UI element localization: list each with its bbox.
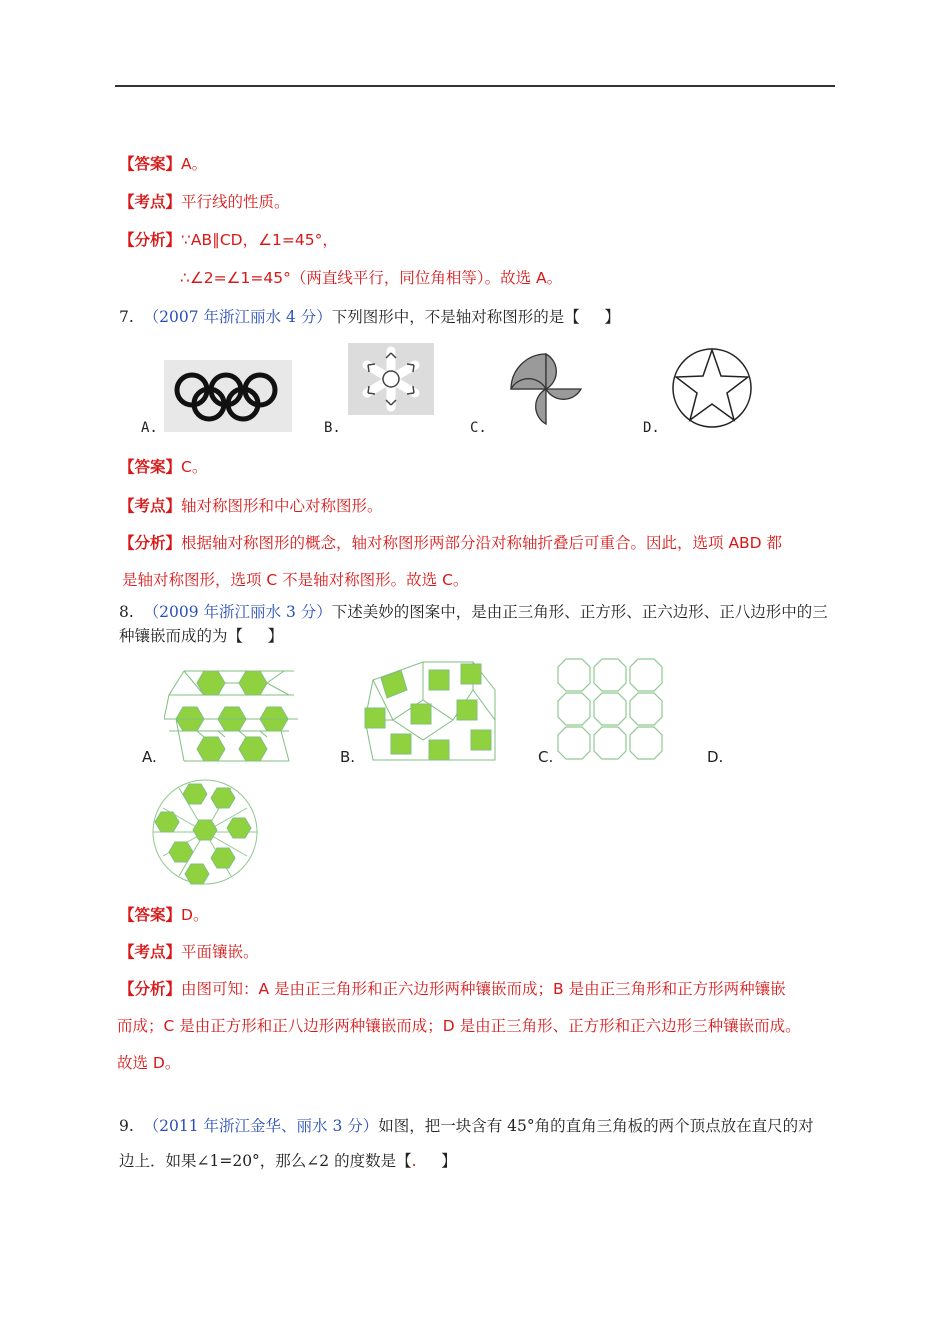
q8-figure-d-tiling bbox=[143, 778, 268, 886]
q6-analysis-line2: ∴∠2=∠1=45°（两直线平行，同位角相等）。故选 A。 bbox=[180, 269, 563, 287]
q7-figure-d-star-circle bbox=[670, 346, 754, 430]
q6-point: 【考点】平行线的性质。 bbox=[119, 193, 290, 211]
q7-figure-c-pinwheel bbox=[505, 348, 587, 430]
header-rule bbox=[115, 85, 835, 87]
q8-figure-c-tiling bbox=[556, 657, 664, 761]
q9-stem-line2: 边上．如果∠1=20°，那么∠2 的度数是【. 】 bbox=[119, 1152, 457, 1170]
q8-point: 【考点】平面镶嵌。 bbox=[119, 943, 259, 961]
q7-option-d: D. bbox=[643, 420, 660, 436]
q8-option-c: C. bbox=[538, 748, 554, 766]
q8-analysis: 【分析】由图可知：A 是由正三角形和正六边形两种镶嵌而成；B 是由正三角形和正方形两种镶嵌 bbox=[119, 980, 786, 998]
q7-option-b: B. bbox=[324, 420, 341, 436]
q7-figure-a-rings bbox=[164, 360, 292, 432]
q8-figure-a-tiling bbox=[164, 667, 299, 765]
q9-stem: 9. （2011 年浙江金华、丽水 3 分）如图，把一块含有 45°角的直角三角板的两个顶点放在直尺的对 bbox=[119, 1117, 814, 1135]
q7-stem: 7. （2007 年浙江丽水 4 分）下列图形中，不是轴对称图形的是【 】 bbox=[119, 308, 620, 326]
q6-analysis: 【分析】∵AB∥CD，∠1=45°， bbox=[119, 231, 338, 249]
q8-answer: 【答案】D。 bbox=[119, 906, 209, 924]
q7-option-c: C. bbox=[470, 420, 487, 436]
q7-answer: 【答案】C。 bbox=[119, 458, 208, 476]
q8-stem: 8. （2009 年浙江丽水 3 分）下述美妙的图案中，是由正三角形、正方形、正六边形、正八边形中的三 bbox=[119, 603, 828, 621]
q7-figure-b-snowflake bbox=[348, 343, 434, 415]
q7-analysis-line2: 是轴对称图形，选项 C 不是轴对称图形。故选 C。 bbox=[122, 571, 469, 589]
q7-analysis: 【分析】根据轴对称图形的概念，轴对称图形两部分沿对称轴折叠后可重合。因此，选项 ABD 都 bbox=[119, 534, 783, 552]
q7-point: 【考点】轴对称图形和中心对称图形。 bbox=[119, 497, 383, 515]
q8-option-b: B. bbox=[340, 748, 356, 766]
q8-analysis-line3: 故选 D。 bbox=[117, 1054, 181, 1072]
q8-figure-b-tiling bbox=[363, 660, 499, 768]
q6-answer: 【答案】A。 bbox=[119, 155, 208, 173]
q8-analysis-line2: 而成；C 是由正方形和正八边形两种镶嵌而成；D 是由正三角形、正方形和正六边形三种镶嵌而成。 bbox=[117, 1017, 801, 1035]
q8-stem-line2: 种镶嵌而成的为【 】 bbox=[119, 627, 284, 645]
q7-option-a: A. bbox=[141, 420, 158, 436]
q8-option-a: A. bbox=[142, 748, 157, 766]
q8-option-d: D. bbox=[707, 748, 724, 766]
